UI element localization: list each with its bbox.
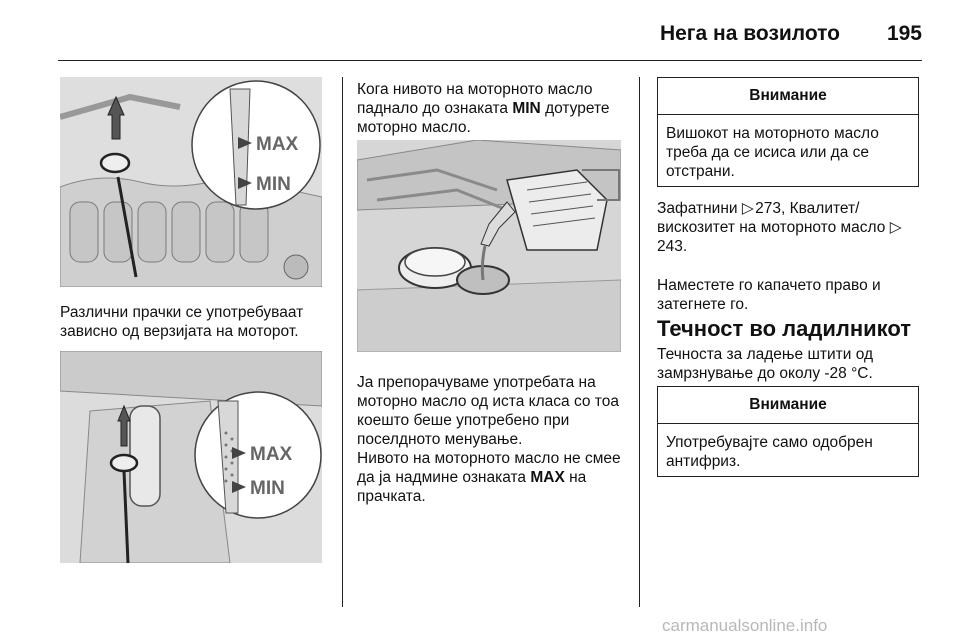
page-ref-arrow-icon: ▷: [889, 219, 902, 236]
coolant-text: Течноста за ладење штити од замрзнување до околу -28 °C.: [657, 346, 874, 382]
notice-body: Употребувајте само одобрен антифриз.: [666, 434, 873, 470]
column-divider-1: [342, 77, 343, 607]
notice-box-antifreeze: [657, 386, 919, 477]
notice-body: Вишокот на моторното масло треба да се исиса или да се отстрани.: [666, 125, 879, 180]
oil-recommendation-text: Ја препорачуваме употребата на моторно масло од иста класа со тоа коешто беше употребено при поселдното менување.: [357, 374, 619, 448]
page-header-title: Нега на возилото: [659, 22, 840, 45]
notice-box-excess-oil: [657, 77, 919, 187]
oil-filling-figure: [357, 140, 621, 352]
header-rule: [58, 60, 922, 61]
column-divider-2: [639, 77, 640, 607]
coolant-section-heading: Течност во ладилникот: [657, 316, 912, 341]
page-ref-arrow-icon: ▷: [741, 200, 754, 217]
top-up-oil-text: Кога нивото на моторното масло паднало до ознаката MIN дотурете моторно масло.: [357, 81, 610, 136]
max-level-text: Нивото на моторното масло не смее да ја надмине ознаката MAX на прачката.: [357, 450, 621, 505]
dipstick-figure-1: [60, 77, 322, 287]
page-number: 195: [886, 22, 922, 45]
dipstick-variants-text: Различни прачки се употребуваат зависно од верзијата на моторот.: [60, 304, 304, 340]
capacity-reference-text: Зафатнини ▷ 273, Квалитет/ вискозитет на моторното масло ▷ 243.: [657, 200, 902, 255]
dipstick-min-label-2: MIN: [250, 478, 285, 499]
page-ref-link[interactable]: 243: [657, 238, 683, 255]
page-ref-link[interactable]: 273: [755, 200, 781, 217]
watermark: carmanualsonline.info: [662, 616, 828, 635]
cap-instruction-text: Наместете го капачето право и затегнете го.: [657, 277, 881, 313]
dipstick-min-label-1: MIN: [256, 174, 291, 195]
dipstick-max-label-1: MAX: [256, 134, 299, 155]
notice-heading: Внимание: [658, 78, 918, 115]
notice-heading: Внимание: [658, 387, 918, 424]
dipstick-max-label-2: MAX: [250, 444, 293, 465]
dipstick-figure-2: [60, 351, 322, 563]
